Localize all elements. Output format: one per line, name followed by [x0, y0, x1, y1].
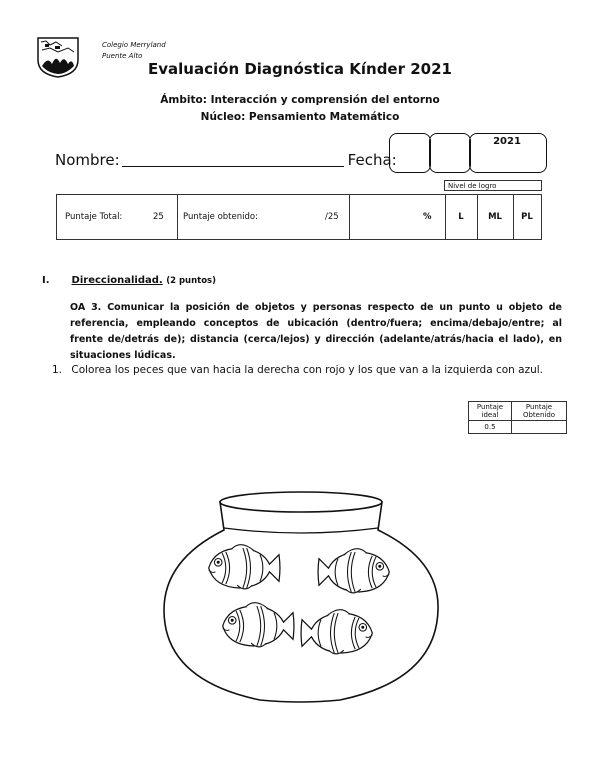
fishbowl-illustration	[160, 490, 442, 704]
puntaje-obtenido-label: Puntaje obtenido:	[183, 212, 258, 222]
ideal-value: 0.5	[469, 421, 512, 434]
percent-symbol: %	[423, 212, 432, 222]
fecha-day-box[interactable]	[389, 133, 431, 173]
section-heading	[42, 275, 216, 286]
ambito-text: Ámbito: Interacción y comprensión del entorno	[160, 94, 440, 106]
percent-cell	[349, 195, 446, 239]
level-pl[interactable]: PL	[521, 212, 533, 222]
page-title: Evaluación Diagnóstica Kínder 2021	[148, 60, 452, 78]
puntaje-total-cell	[57, 195, 178, 239]
puntaje-total-label: Puntaje Total:	[65, 212, 123, 222]
question-1	[52, 364, 543, 376]
section-points: (2 puntos)	[166, 276, 216, 286]
points-table	[468, 401, 567, 434]
school-name: Colegio Merryland	[102, 41, 166, 49]
nucleo-text: Núcleo: Pensamiento Matemático	[200, 111, 400, 123]
oa-objective: OA 3. Comunicar la posición de objetos y personas respecto de un punto u objeto de referencia, empleando conceptos de ubicación (dentro/fuera; encima/debajo/entre; al frente de/detrás de); distancia (cerca/lejos) y dirección (adelante/atrás/hacia el lado), en situaciones lúdicas.	[70, 302, 562, 361]
year-text: 2021	[493, 136, 521, 147]
school-info	[102, 40, 166, 62]
level-l[interactable]: L	[445, 195, 478, 239]
level-ml[interactable]: ML	[477, 195, 514, 239]
section-title: Direccionalidad.	[71, 275, 163, 286]
score-table	[56, 194, 542, 240]
puntaje-obtenido-cell	[177, 195, 350, 239]
fecha-month-box[interactable]	[429, 133, 471, 173]
question-number: 1.	[52, 364, 63, 376]
puntaje-obtenido-max: /25	[325, 212, 339, 222]
puntaje-total-value: 25	[153, 212, 164, 222]
ideal-header: Puntaje ideal	[469, 402, 512, 421]
section-number: I.	[42, 275, 50, 286]
nombre-label: Nombre:	[55, 151, 120, 169]
question-text: Colorea los peces que van hacia la derecha con rojo y los que van a la izquierda con azul.	[71, 364, 544, 376]
nivel-logro-label: Nivel de logro	[444, 180, 542, 191]
fecha-label: Fecha:	[347, 151, 397, 169]
obtenido-header: Puntaje Obtenido	[512, 402, 567, 421]
obtenido-value[interactable]	[512, 421, 567, 434]
name-date-row	[55, 151, 397, 169]
school-city: Puente Alto	[102, 52, 143, 60]
nombre-field[interactable]	[122, 166, 344, 167]
